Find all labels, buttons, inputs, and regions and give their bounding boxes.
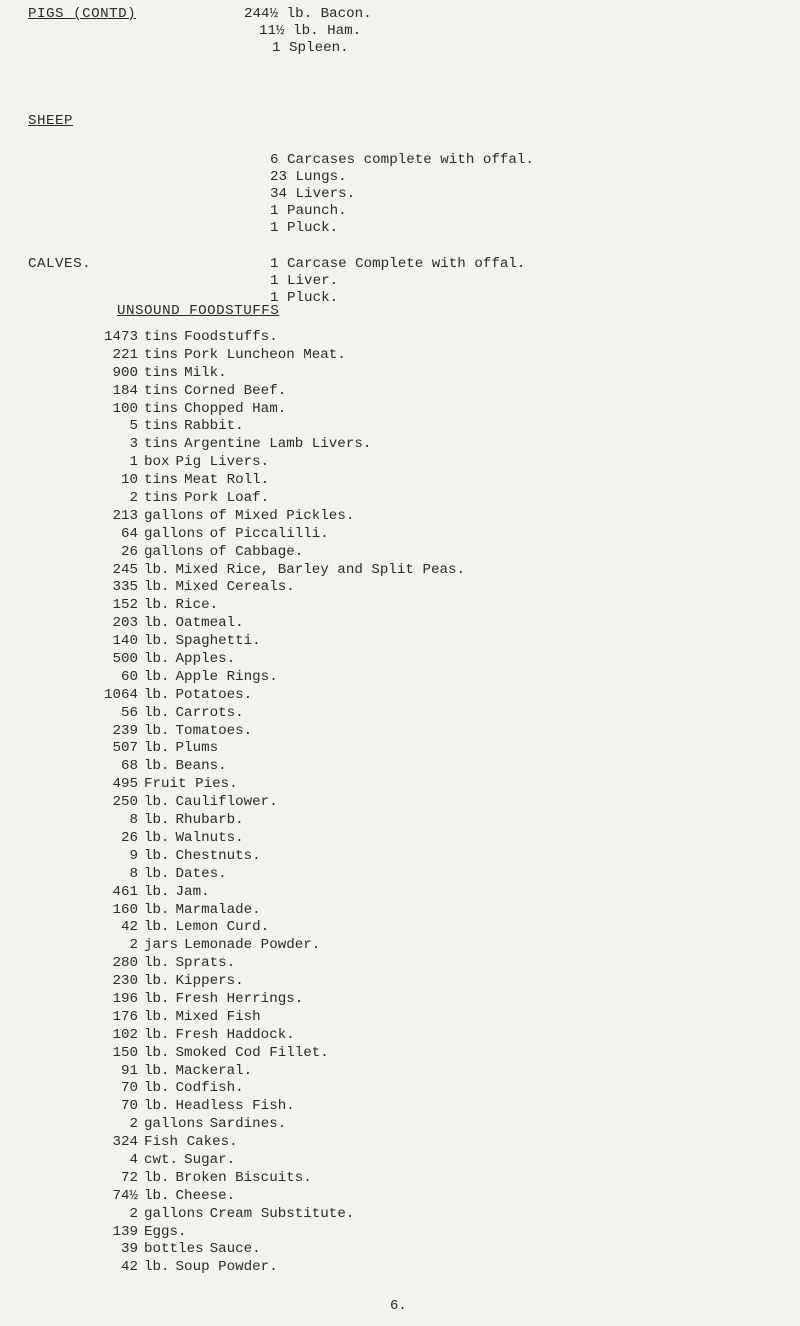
foodstuff-unit: bottles — [144, 1241, 204, 1258]
foodstuff-unit: tins — [144, 364, 179, 381]
foodstuff-qty: 2 — [129, 1116, 138, 1133]
foodstuff-row — [90, 562, 465, 580]
foodstuff-row — [90, 1080, 465, 1098]
foodstuff-row — [90, 1206, 465, 1224]
foodstuff-row — [90, 830, 465, 848]
foodstuff-qty: 461 — [112, 883, 138, 900]
pigs-item: 11½ lb. Ham. — [259, 22, 362, 39]
foodstuff-qty: 3 — [129, 436, 138, 453]
foodstuff-unit: lb. — [144, 633, 170, 650]
foodstuff-unit: lb. — [144, 847, 170, 864]
pigs-item: 1 Spleen. — [272, 39, 349, 56]
foodstuff-row — [90, 758, 465, 776]
foodstuff-row — [90, 1134, 465, 1152]
foodstuff-row — [90, 1098, 465, 1116]
foodstuff-row — [90, 401, 465, 419]
foodstuff-desc: Lemonade Powder. — [184, 937, 321, 954]
foodstuff-row — [90, 508, 465, 526]
foodstuff-qty: 64 — [120, 525, 138, 542]
foodstuff-row — [90, 812, 465, 830]
foodstuff-unit: lb. — [144, 1169, 170, 1186]
foodstuff-row — [90, 794, 465, 812]
foodstuff-qty: 160 — [112, 901, 138, 918]
calves-item: 1 Liver. — [270, 272, 339, 289]
foodstuff-unit: gallons — [144, 525, 204, 542]
foodstuff-desc: Kippers. — [175, 973, 244, 990]
foodstuff-desc: Codfish. — [175, 1080, 244, 1097]
foodstuff-qty: 900 — [112, 364, 138, 381]
foodstuff-qty: 70 — [120, 1098, 138, 1115]
foodstuff-unit: tins — [144, 382, 179, 399]
calves-item: 1 Carcase Complete with offal. — [270, 256, 526, 272]
foodstuff-row — [90, 848, 465, 866]
foodstuff-desc: Rabbit. — [184, 418, 244, 435]
foodstuff-desc: Mixed Cereals. — [175, 579, 295, 596]
foodstuff-desc: Broken Biscuits. — [175, 1169, 312, 1186]
foodstuff-qty: 495 — [112, 776, 138, 793]
foodstuff-qty: 10 — [120, 472, 138, 489]
foodstuff-qty: 250 — [112, 794, 138, 811]
foodstuff-unit: lb. — [144, 990, 170, 1007]
calves-list — [270, 256, 525, 307]
foodstuff-row — [90, 1152, 465, 1170]
foodstuff-desc: Lemon Curd. — [175, 919, 270, 936]
foodstuff-desc: Milk. — [184, 364, 227, 381]
foodstuff-desc: Sprats. — [175, 955, 236, 972]
foodstuff-desc: Oatmeal. — [175, 615, 244, 632]
foodstuff-row — [90, 1188, 465, 1206]
foodstuff-qty: 213 — [112, 507, 138, 524]
foodstuff-unit: lb. — [144, 1026, 170, 1043]
foodstuff-row — [90, 1116, 465, 1134]
sheep-item: 1 Paunch. — [270, 202, 347, 219]
foodstuff-desc: Spaghetti. — [175, 633, 261, 650]
foodstuff-row — [90, 866, 465, 884]
foodstuff-qty: 150 — [112, 1044, 138, 1061]
foodstuff-qty: 1 — [129, 454, 138, 471]
foodstuff-desc: Pig Livers. — [175, 454, 270, 471]
sheep-item: 34 Livers. — [270, 185, 356, 202]
foodstuff-qty: 5 — [129, 418, 138, 435]
foodstuff-desc: Dates. — [175, 865, 227, 882]
foodstuff-desc: Apple Rings. — [175, 668, 278, 685]
foodstuff-unit: lb. — [144, 1008, 170, 1025]
foodstuff-desc: Fish Cakes. — [144, 1134, 238, 1151]
foodstuff-desc: Potatoes. — [175, 686, 253, 703]
foodstuff-qty: 74½ — [112, 1187, 138, 1204]
foodstuff-unit: gallons — [144, 543, 204, 560]
foodstuff-row — [90, 615, 465, 633]
foodstuff-desc: Chestnuts. — [175, 847, 261, 864]
foodstuff-row — [90, 884, 465, 902]
foodstuff-unit: lb. — [144, 1098, 170, 1115]
foodstuff-qty: 39 — [120, 1241, 138, 1258]
foodstuff-desc: Mackeral. — [175, 1062, 253, 1079]
foodstuff-qty: 152 — [112, 597, 138, 614]
foodstuff-row — [90, 1259, 465, 1277]
foodstuff-row — [90, 1009, 465, 1027]
foodstuff-unit: gallons — [144, 507, 204, 524]
foodstuff-row — [90, 1224, 465, 1242]
foodstuff-unit: lb. — [144, 901, 170, 918]
foodstuff-unit: tins — [144, 329, 179, 345]
foodstuff-qty: 102 — [112, 1026, 138, 1043]
foodstuff-desc: Argentine Lamb Livers. — [184, 436, 372, 453]
foodstuff-desc: Pork Loaf. — [184, 490, 270, 507]
pigs-label: PIGS (CONTD) — [28, 6, 137, 22]
foodstuff-qty: 60 — [120, 668, 138, 685]
foodstuff-row — [90, 1027, 465, 1045]
foodstuff-qty: 500 — [112, 651, 138, 668]
foodstuff-unit: lb. — [144, 686, 170, 703]
foodstuff-unit: lb. — [144, 668, 170, 685]
foodstuff-unit: lb. — [144, 704, 170, 721]
foodstuff-qty: 2 — [129, 937, 138, 954]
foodstuff-qty: 280 — [112, 955, 138, 972]
foodstuff-desc: Headless Fish. — [175, 1098, 295, 1115]
foodstuff-qty: 4 — [129, 1151, 138, 1168]
foodstuff-qty: 230 — [112, 973, 138, 990]
foodstuff-unit: lb. — [144, 865, 170, 882]
foodstuff-row — [90, 454, 465, 472]
foodstuff-row — [90, 723, 465, 741]
foodstuff-row — [90, 597, 465, 615]
foodstuff-desc: Meat Roll. — [184, 472, 270, 489]
foodstuff-row — [90, 544, 465, 562]
foodstuff-unit: tins — [144, 418, 179, 435]
foodstuff-row — [90, 329, 465, 347]
foodstuff-row — [90, 418, 465, 436]
foodstuff-qty: 245 — [112, 561, 138, 578]
foodstuff-row — [90, 937, 465, 955]
foodstuff-row — [90, 633, 465, 651]
foodstuff-qty: 1473 — [103, 329, 138, 345]
foodstuff-row — [90, 490, 465, 508]
foodstuff-unit: lb. — [144, 758, 170, 775]
sheep-item: 1 Pluck. — [270, 219, 339, 236]
foodstuff-desc: Beans. — [175, 758, 227, 775]
foodstuff-unit: jars — [144, 937, 179, 954]
foodstuff-qty: 139 — [112, 1223, 138, 1240]
foodstuff-desc: Apples. — [175, 651, 236, 668]
foodstuff-qty: 8 — [129, 812, 138, 829]
foodstuff-qty: 42 — [120, 1259, 138, 1276]
foodstuff-desc: Tomatoes. — [175, 722, 253, 739]
foodstuff-qty: 239 — [112, 722, 138, 739]
foodstuff-desc: Soup Powder. — [175, 1259, 278, 1276]
foodstuff-row — [90, 651, 465, 669]
foodstuff-row — [90, 383, 465, 401]
foodstuff-unit: lb. — [144, 1044, 170, 1061]
unsound-heading: UNSOUND FOODSTUFFS — [117, 303, 280, 319]
foodstuff-desc: Mixed Rice, Barley and Split Peas. — [175, 561, 466, 578]
foodstuff-qty: 26 — [120, 543, 138, 560]
foodstuff-unit: lb. — [144, 1187, 170, 1204]
foodstuff-unit: lb. — [144, 722, 170, 739]
foodstuff-qty: 9 — [129, 847, 138, 864]
calves-label: CALVES. — [28, 256, 92, 272]
foodstuff-qty: 26 — [120, 829, 138, 846]
foodstuff-qty: 324 — [112, 1134, 138, 1151]
foodstuff-unit: gallons — [144, 1205, 204, 1222]
foodstuff-qty: 203 — [112, 615, 138, 632]
foodstuff-unit: lb. — [144, 1062, 170, 1079]
page-number: 6. — [390, 1298, 407, 1314]
foodstuff-desc: Sauce. — [209, 1241, 261, 1258]
foodstuff-row — [90, 579, 465, 597]
foodstuff-desc: Cauliflower. — [175, 794, 278, 811]
foodstuff-desc: Fresh Herrings. — [175, 990, 304, 1007]
foodstuff-qty: 507 — [112, 740, 138, 757]
pigs-item: 244½ lb. Bacon. — [244, 6, 372, 22]
foodstuff-qty: 72 — [120, 1169, 138, 1186]
foodstuff-row — [90, 365, 465, 383]
foodstuff-desc: Eggs. — [144, 1223, 187, 1240]
foodstuff-unit: lb. — [144, 794, 170, 811]
foodstuff-desc: Plums — [175, 740, 219, 757]
foodstuff-desc: Cream Substitute. — [209, 1205, 355, 1222]
foodstuff-unit: tins — [144, 400, 179, 417]
foodstuff-unit: gallons — [144, 1116, 204, 1133]
foodstuff-qty: 70 — [120, 1080, 138, 1097]
foodstuff-desc: Smoked Cod Fillet. — [175, 1044, 329, 1061]
foodstuff-desc: Sardines. — [209, 1116, 287, 1133]
foodstuff-qty: 184 — [112, 382, 138, 399]
foodstuff-row — [90, 472, 465, 490]
foodstuff-qty: 2 — [129, 1205, 138, 1222]
foodstuff-qty: 176 — [112, 1008, 138, 1025]
foodstuff-unit: lb. — [144, 1259, 170, 1276]
foodstuff-row — [90, 669, 465, 687]
foodstuff-qty: 8 — [129, 865, 138, 882]
foodstuff-desc: Rhubarb. — [175, 812, 244, 829]
foodstuff-qty: 56 — [120, 704, 138, 721]
foodstuff-qty: 91 — [120, 1062, 138, 1079]
foodstuff-unit: tins — [144, 490, 179, 507]
foodstuff-unit: lb. — [144, 919, 170, 936]
foodstuff-row — [90, 955, 465, 973]
foodstuff-qty: 2 — [129, 490, 138, 507]
foodstuff-desc: Walnuts. — [175, 829, 244, 846]
foodstuff-unit: lb. — [144, 812, 170, 829]
foodstuff-row — [90, 973, 465, 991]
foodstuff-desc: Jam. — [175, 883, 210, 900]
foodstuff-unit: cwt. — [144, 1151, 179, 1168]
foodstuff-desc: Fresh Haddock. — [175, 1026, 295, 1043]
foodstuff-unit: lb. — [144, 561, 170, 578]
sheep-list — [270, 152, 534, 236]
foodstuff-qty: 100 — [112, 400, 138, 417]
foodstuff-unit: lb. — [144, 1080, 170, 1097]
foodstuff-row — [90, 1241, 465, 1259]
foodstuff-unit: lb. — [144, 973, 170, 990]
foodstuff-unit: tins — [144, 472, 179, 489]
foodstuff-desc: Pork Luncheon Meat. — [184, 346, 346, 363]
foodstuff-qty: 42 — [120, 919, 138, 936]
foodstuff-row — [90, 902, 465, 920]
foodstuff-unit: lb. — [144, 883, 170, 900]
foodstuff-desc: Sugar. — [184, 1151, 236, 1168]
foodstuff-unit: lb. — [144, 651, 170, 668]
foodstuff-row — [90, 436, 465, 454]
pigs-list — [244, 6, 372, 57]
foodstuff-unit: tins — [144, 436, 179, 453]
foodstuff-unit: lb. — [144, 597, 170, 614]
foodstuff-qty: 335 — [112, 579, 138, 596]
foodstuff-desc: Corned Beef. — [184, 382, 287, 399]
foodstuff-desc: of Mixed Pickles. — [209, 507, 355, 524]
calves-item: 1 Pluck. — [270, 289, 339, 306]
foodstuff-row — [90, 776, 465, 794]
foodstuff-row — [90, 919, 465, 937]
foodstuff-desc: Cheese. — [175, 1187, 236, 1204]
foodstuff-desc: of Piccalilli. — [209, 525, 329, 542]
foodstuff-row — [90, 991, 465, 1009]
foodstuff-unit: box — [144, 454, 170, 471]
foodstuff-unit: tins — [144, 346, 179, 363]
foodstuff-qty: 1064 — [103, 686, 138, 703]
foodstuff-row — [90, 347, 465, 365]
foodstuff-row — [90, 526, 465, 544]
foodstuff-unit: lb. — [144, 579, 170, 596]
foodstuff-unit: lb. — [144, 955, 170, 972]
foodstuff-desc: Marmalade. — [175, 901, 261, 918]
foodstuff-row — [90, 705, 465, 723]
foodstuff-desc: of Cabbage. — [209, 543, 304, 560]
foodstuff-qty: 221 — [112, 346, 138, 363]
foodstuff-row — [90, 1063, 465, 1081]
sheep-item: 6 Carcases complete with offal. — [270, 152, 534, 168]
foodstuff-unit: lb. — [144, 740, 170, 757]
foodstuff-desc: Chopped Ham. — [184, 400, 287, 417]
sheep-item: 23 Lungs. — [270, 168, 347, 185]
foodstuff-desc: Foodstuffs. — [184, 329, 278, 345]
foodstuff-qty: 196 — [112, 990, 138, 1007]
foodstuff-qty: 68 — [120, 758, 138, 775]
foodstuff-desc: Carrots. — [175, 704, 244, 721]
foodstuff-desc: Mixed Fish — [175, 1008, 261, 1025]
foodstuff-qty: 140 — [112, 633, 138, 650]
sheep-label: SHEEP — [28, 113, 74, 129]
foodstuff-row — [90, 1045, 465, 1063]
foodstuff-unit: lb. — [144, 829, 170, 846]
foodstuff-row — [90, 1170, 465, 1188]
unsound-list — [90, 329, 465, 1277]
foodstuff-row — [90, 687, 465, 705]
foodstuff-row — [90, 740, 465, 758]
foodstuff-desc: Rice. — [175, 597, 219, 614]
foodstuff-desc: Fruit Pies. — [144, 776, 238, 793]
foodstuff-unit: lb. — [144, 615, 170, 632]
